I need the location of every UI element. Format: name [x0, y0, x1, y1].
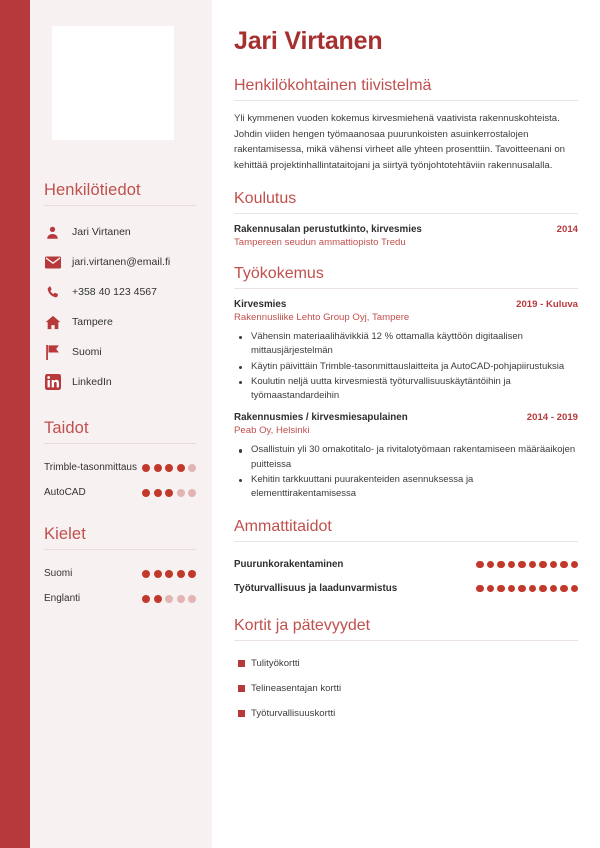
education-heading: Koulutus: [234, 190, 578, 214]
rating-dot: [550, 561, 558, 569]
rating-dot: [508, 561, 516, 569]
rating-dot: [188, 595, 196, 603]
rating-dot: [497, 585, 505, 593]
rating-dot: [508, 585, 516, 593]
contact-item[interactable]: [44, 277, 196, 307]
rating-dot: [518, 561, 526, 569]
rating-dot: [165, 570, 173, 578]
experience-section: [234, 265, 578, 501]
rating-dot: [571, 585, 579, 593]
experience-entry: [234, 299, 578, 403]
linkedin-icon: [44, 374, 61, 391]
skill-item: [44, 480, 196, 505]
personal-details-section: [44, 181, 196, 397]
rating-dot: [142, 570, 150, 578]
professional-skill-item: [234, 552, 578, 576]
contact-text: Suomi: [72, 345, 102, 358]
contact-text: +358 40 123 4567: [72, 285, 157, 298]
contact-list: [44, 217, 196, 397]
certification-item: Tulityökortti: [234, 651, 578, 676]
rating-dot: [177, 489, 185, 497]
contact-text: LinkedIn: [72, 375, 112, 388]
language-label: Englanti: [44, 593, 81, 604]
professional-skills-heading: Ammattitaidot: [234, 518, 578, 542]
envelope-icon: [44, 254, 61, 271]
certification-item: Telineasentajan kortti: [234, 676, 578, 701]
bullet-item: Osallistuin yli 30 omakotitalo- ja rivitalotyömaan rakentamiseen määräaikojen puitteissa: [234, 443, 578, 472]
rating-dot: [529, 561, 537, 569]
rating-dot: [154, 489, 162, 497]
skills-list: [44, 455, 196, 505]
entry-title: Rakennusmies / kirvesmiesapulainen: [234, 412, 408, 424]
rating-dot: [560, 561, 568, 569]
contact-item[interactable]: [44, 217, 196, 247]
entry-subtitle: Tampereen seudun ammattiopisto Tredu: [234, 237, 406, 249]
rating-dots: [142, 570, 196, 578]
rating-dots: [476, 561, 578, 569]
language-item: [44, 561, 196, 586]
rating-dot: [476, 585, 484, 593]
language-label: Suomi: [44, 568, 73, 579]
home-icon: [44, 314, 61, 331]
entry-date: 2019 - Kuluva: [516, 299, 578, 311]
rating-dot: [154, 464, 162, 472]
experience-list: [234, 299, 578, 501]
sidebar: [30, 0, 212, 848]
personal-details-heading: Henkilötiedot: [44, 181, 196, 206]
rating-dot: [177, 595, 185, 603]
rating-dot: [142, 464, 150, 472]
education-list: [234, 224, 578, 248]
rating-dots: [142, 595, 196, 603]
entry-date: 2014 - 2019: [526, 412, 578, 424]
profile-photo-placeholder: [52, 26, 174, 140]
rating-dot: [529, 585, 537, 593]
rating-dot: [188, 489, 196, 497]
skill-label: Trimble-tasonmittaus: [44, 462, 137, 473]
rating-dot: [165, 464, 173, 472]
rating-dot: [487, 561, 495, 569]
languages-list: [44, 561, 196, 611]
rating-dot: [487, 585, 495, 593]
rating-dot: [177, 464, 185, 472]
rating-dot: [476, 561, 484, 569]
bullet-item: Kehitin tarkkuuttani puurakenteiden asennuksessa ja elementtirakentamisessa: [234, 473, 578, 502]
certifications-heading: Kortit ja pätevyydet: [234, 617, 578, 641]
bullet-item: Koulutin neljä uutta kirvesmiestä työturvallisuuskäytäntöihin ja työmaastandardeihin: [234, 375, 578, 404]
summary-text: Yli kymmenen vuoden kokemus kirvesmiehenä vaativista rakennuskohteista. Johdin viiden hengen työmaanosaa puurunkoisten asuinkerrostalojen rakentamisessa, mikä vähensi virheet alle yhteen prosenttiin. Tavoitteenani on kehittää projektinhallintataitojani ja siirtyä työnjohtotehtäviin rakennusalalla.: [234, 113, 565, 171]
entry-bullets: [234, 330, 578, 403]
languages-heading: Kielet: [44, 525, 196, 550]
entry-title: Kirvesmies: [234, 299, 287, 311]
photo-container: [44, 0, 196, 140]
contact-item[interactable]: [44, 247, 196, 277]
rating-dot: [497, 561, 505, 569]
certifications-section: [234, 617, 578, 726]
entry-bullets: [234, 443, 578, 501]
skills-heading: Taidot: [44, 419, 196, 444]
page-title: Jari Virtanen: [234, 27, 383, 55]
experience-entry: [234, 412, 578, 501]
entry-subtitle: Peab Oy, Helsinki: [234, 425, 310, 437]
contact-text: jari.virtanen@email.fi: [72, 255, 171, 268]
summary-heading: Henkilökohtainen tiivistelmä: [234, 77, 578, 101]
skill-label: AutoCAD: [44, 487, 86, 498]
certifications-list: [234, 651, 578, 726]
rating-dot: [142, 595, 150, 603]
professional-skill-item: [234, 576, 578, 600]
rating-dot: [142, 489, 150, 497]
professional-skill-label: Puurunkorakentaminen: [234, 558, 344, 570]
bullet-item: Käytin päivittäin Trimble-tasonmittauslaitteita ja AutoCAD-pohjapiirustuksia: [234, 360, 578, 374]
skill-item: [44, 455, 196, 480]
rating-dot: [550, 585, 558, 593]
main-content: [212, 0, 600, 848]
education-section: [234, 190, 578, 248]
skills-section: [44, 419, 196, 505]
language-item: [44, 586, 196, 611]
contact-item[interactable]: [44, 367, 196, 397]
rating-dot: [539, 561, 547, 569]
rating-dots: [142, 489, 196, 497]
contact-text: Tampere: [72, 315, 113, 328]
education-entry: [234, 224, 578, 248]
rating-dots: [142, 464, 196, 472]
entry-date: 2014: [556, 224, 578, 236]
flag-icon: [44, 344, 61, 361]
accent-bar: [0, 0, 30, 848]
contact-item[interactable]: [44, 337, 196, 367]
professional-skill-label: Työturvallisuus ja laadunvarmistus: [234, 582, 398, 594]
contact-item[interactable]: [44, 307, 196, 337]
entry-title: Rakennusalan perustutkinto, kirvesmies: [234, 224, 422, 236]
rating-dot: [539, 585, 547, 593]
person-icon: [44, 224, 61, 241]
bullet-item: Vähensin materiaalihävikkiä 12 % ottamalla käyttöön digitaalisen mittausjärjestelmän: [234, 330, 578, 359]
phone-icon: [44, 284, 61, 301]
professional-skills-section: [234, 518, 578, 600]
languages-section: [44, 525, 196, 611]
professional-skills-list: [234, 552, 578, 600]
experience-heading: Työkokemus: [234, 265, 578, 289]
rating-dot: [165, 595, 173, 603]
rating-dot: [571, 561, 579, 569]
rating-dot: [560, 585, 568, 593]
rating-dot: [154, 570, 162, 578]
rating-dot: [165, 489, 173, 497]
rating-dot: [177, 570, 185, 578]
certification-item: Työturvallisuuskortti: [234, 701, 578, 726]
rating-dot: [188, 464, 196, 472]
rating-dots: [476, 585, 578, 593]
rating-dot: [518, 585, 526, 593]
rating-dot: [154, 595, 162, 603]
contact-text: Jari Virtanen: [72, 225, 131, 238]
rating-dot: [188, 570, 196, 578]
summary-section: [234, 77, 578, 173]
entry-subtitle: Rakennusliike Lehto Group Oyj, Tampere: [234, 312, 410, 324]
